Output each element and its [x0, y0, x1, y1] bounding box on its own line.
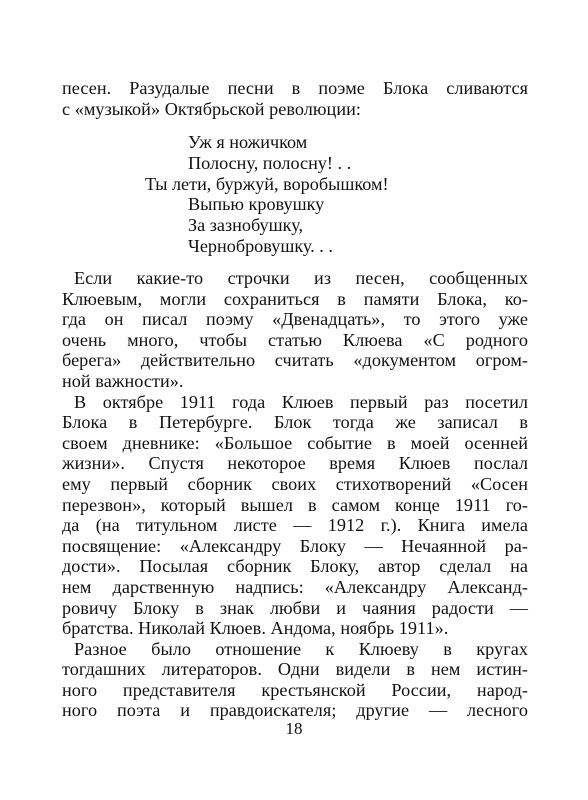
verse-line: Выпью кровушку [188, 194, 325, 215]
paragraph-line: ной важности». [62, 370, 184, 391]
paragraph-line: В октябре 1911 года Клюев первый раз посетил [74, 391, 528, 412]
paragraph-line: гда он писал поэму «Двенадцать», то этого уже [62, 309, 528, 330]
paragraph-line: да (на титульном листе — 1912 г.). Книга имела [62, 515, 528, 536]
verse-line: За зазнобушку, [188, 215, 304, 236]
paragraph-line: ему первый сборник своих стихотворений «Сосен [62, 473, 528, 494]
paragraph-line: братства. Николай Клюев. Андома, ноябрь 1911». [62, 618, 449, 639]
verse-line: Ты лети, буржуй, воробышком! [145, 173, 389, 194]
verse-line: Полосну, полосну! . . [188, 152, 352, 173]
text-line: песен. Разудалые песни в поэме Блока сливаются [62, 78, 528, 98]
page-number: 18 [285, 719, 303, 738]
paragraph-line: ного представителя крестьянской России, народ- [62, 679, 528, 700]
paragraph-line: посвящение: «Александру Блоку — Нечаянной ра- [62, 535, 528, 556]
paragraph-line: жизни». Спустя некоторое время Клюев послал [62, 453, 528, 474]
paragraph-line: нем дарственную надпись: «Александру Александ- [62, 576, 528, 597]
paragraph-line: ного поэта и правдоискателя; другие — лесного [62, 700, 528, 721]
text-line: с «музыкой» Октябрьской революции: [62, 98, 362, 119]
paragraph-line: Клюевым, могли сохраниться в памяти Блока, ко- [62, 288, 528, 309]
paragraph-line: своем дневнике: «Большое событие в моей осенней [62, 432, 528, 453]
paragraph-line: Если какие-то строчки из песен, сообщенных [74, 268, 528, 288]
paragraph-line: тогдашних литераторов. Одни видели в нем истин- [62, 659, 528, 680]
verse-quote [145, 132, 389, 257]
paragraph-line: Разное было отношение к Клюеву в кругах [74, 638, 528, 659]
verse-line: Чернобровушку. . . [188, 235, 333, 256]
paragraph-line: дости». Посылая сборник Блоку, автор сделал на [62, 556, 528, 577]
verse-line: Уж я ножичком [188, 132, 308, 152]
intro-paragraph [62, 78, 528, 119]
paragraph-line: берега» действительно считать «документом огром- [62, 350, 528, 371]
paragraph-line: Блока в Петербурге. Блок тогда же записал в [62, 412, 528, 433]
paragraph-line: перезвон», который вышел в самом конце 1911 го- [62, 494, 528, 515]
paragraph-line: ровичу Блоку в знак любви и чаяния радости — [62, 597, 528, 618]
paragraph-line: очень много, чтобы статью Клюева «С родного [62, 329, 528, 350]
main-text [62, 268, 528, 721]
